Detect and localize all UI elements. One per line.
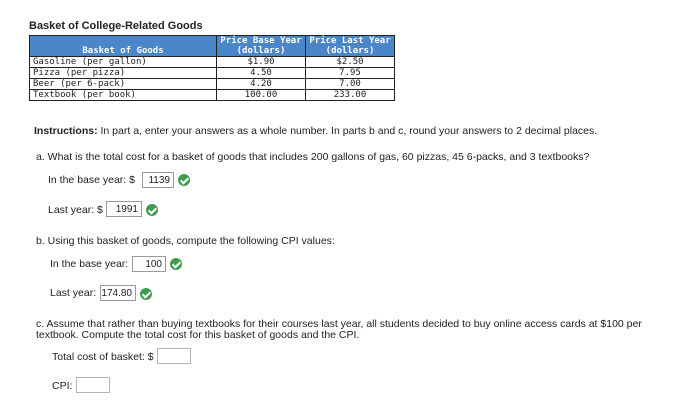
part-c-cpi-label: CPI:	[52, 380, 73, 392]
part-c-cpi-input[interactable]	[76, 377, 110, 393]
goods-table	[29, 35, 395, 101]
price-last: 7.95	[306, 68, 395, 79]
table-header-row	[30, 36, 395, 57]
price-base: 100.00	[217, 90, 306, 101]
item-name: Beer (per 6-pack)	[30, 79, 217, 90]
price-base: 4.20	[217, 79, 306, 90]
item-name: Textbook (per book)	[30, 90, 217, 101]
part-b-question: b. Using this basket of goods, compute the following CPI values:	[36, 235, 335, 247]
header-price-base: Price Base Year (dollars)	[217, 36, 306, 57]
instructions-label: Instructions:	[34, 125, 98, 137]
part-b-last-input[interactable]: 174.80	[100, 285, 136, 301]
part-c-total-label: Total cost of basket: $	[52, 351, 154, 363]
table-row	[30, 79, 395, 90]
price-base: $1.90	[217, 57, 306, 68]
page-title: Basket of College-Related Goods	[29, 20, 203, 32]
part-a-last-input[interactable]: 1991	[106, 201, 142, 217]
item-name: Gasoline (per gallon)	[30, 57, 217, 68]
part-b-base-input[interactable]: 100	[132, 256, 166, 272]
price-last: 233.00	[306, 90, 395, 101]
table-row	[30, 90, 395, 101]
part-b-base-label: In the base year:	[50, 258, 129, 270]
part-b-last-label: Last year:	[50, 287, 97, 299]
check-icon	[140, 288, 152, 300]
check-icon	[146, 204, 158, 216]
part-c-question: c. Assume that rather than buying textbooks for their courses last year, all students decided to buy online access cards at $100 per textbook. Compute the total cost for this basket of goods and the CPI.	[36, 318, 642, 341]
part-a-question: a. What is the total cost for a basket of goods that includes 200 gallons of gas, 60 pizzas, 45 6-packs, and 3 textbooks?	[36, 151, 590, 163]
check-icon	[170, 258, 182, 270]
part-a-base-label: In the base year: $	[48, 174, 135, 186]
instructions	[34, 125, 597, 137]
header-basket: Basket of Goods	[30, 36, 217, 57]
header-price-last: Price Last Year (dollars)	[306, 36, 395, 57]
price-last: $2.50	[306, 57, 395, 68]
check-icon	[178, 174, 190, 186]
instructions-text: In part a, enter your answers as a whole number. In parts b and c, round your answers to 2 decimal places.	[97, 125, 598, 137]
price-last: 7.00	[306, 79, 395, 90]
table-row	[30, 57, 395, 68]
part-a-base-input[interactable]: 1139	[142, 172, 174, 188]
part-a-last-label: Last year: $	[48, 204, 103, 216]
item-name: Pizza (per pizza)	[30, 68, 217, 79]
part-c-total-input[interactable]	[157, 348, 191, 364]
price-base: 4.50	[217, 68, 306, 79]
table-row	[30, 68, 395, 79]
